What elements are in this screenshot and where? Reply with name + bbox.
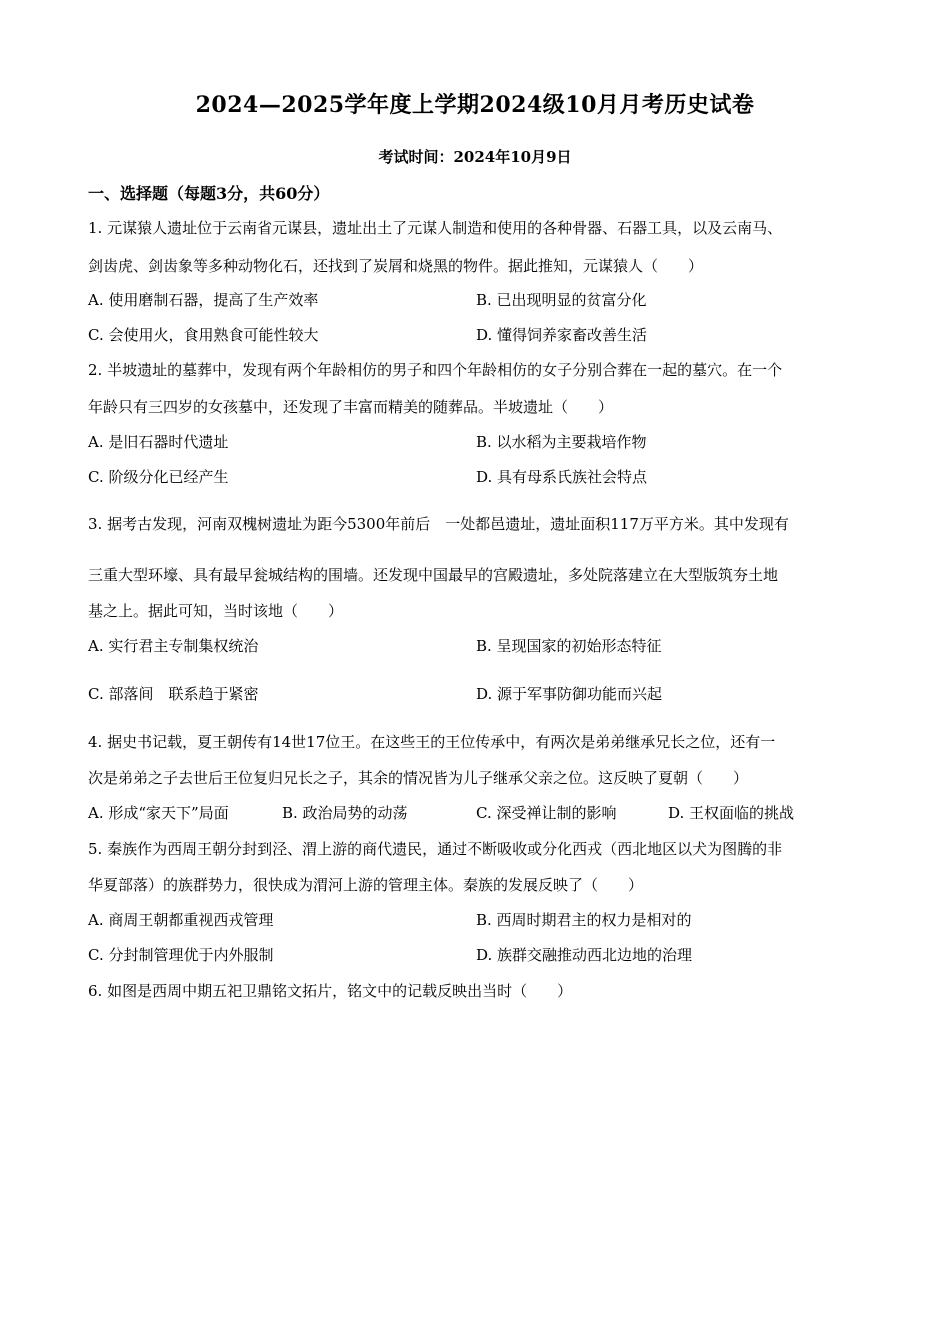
- question-5-stem-line-2: 华夏部落）的族群势力，很快成为渭河上游的管理主体。秦族的发展反映了（ ）: [88, 876, 644, 894]
- section-heading: 一、选择题（每题3分，共60分）: [88, 184, 330, 203]
- question-2-stem-line-1: 2. 半坡遗址的墓葬中，发现有两个年龄相仿的男子和四个年龄相仿的女子分别合葬在一起的墓穴。在一个: [88, 361, 783, 379]
- question-4-option-b: B. 政治局势的动荡: [282, 804, 408, 822]
- question-1-option-b: B. 已出现明显的贫富分化: [476, 291, 647, 309]
- question-2-option-b: B. 以水稻为主要栽培作物: [476, 433, 647, 451]
- question-3-option-d: D. 源于军事防御功能而兴起: [476, 685, 663, 703]
- question-2-option-c: C. 阶级分化已经产生: [88, 468, 229, 486]
- question-3-stem-line-3: 基之上。据此可知，当时该地（ ）: [88, 602, 344, 620]
- question-2-option-a: A. 是旧石器时代遗址: [88, 433, 229, 451]
- question-1-option-a: A. 使用磨制石器，提高了生产效率: [88, 291, 319, 309]
- question-3-option-b: B. 呈现国家的初始形态特征: [476, 637, 662, 655]
- question-5-option-d: D. 族群交融推动西北边地的治理: [476, 946, 693, 964]
- exam-title: 2024—2025学年度上学期2024级10月月考历史试卷: [195, 92, 755, 118]
- question-1-stem-line-1: 1. 元谋猿人遗址位于云南省元谋县，遗址出土了元谋人制造和使用的各种骨器、石器工具，以及云南马、: [88, 219, 783, 237]
- question-2-stem-line-2: 年龄只有三四岁的女孩墓中，还发现了丰富而精美的随葬品。半坡遗址（ ）: [88, 398, 614, 416]
- question-3-option-a: A. 实行君主专制集权统治: [88, 637, 259, 655]
- question-3-stem-line-1: 3. 据考古发现，河南双槐树遗址为距今5300年前后 一处都邑遗址，遗址面积117万平方米。其中发现有: [88, 515, 789, 533]
- question-4-option-a: A. 形成“家天下”局面: [88, 804, 229, 822]
- question-5-stem-line-1: 5. 秦族作为西周王朝分封到泾、渭上游的商代遗民，通过不断吸收或分化西戎（西北地区以犬为图腾的非: [88, 840, 783, 858]
- question-3-option-c: C. 部落间 联系趋于紧密: [88, 685, 259, 703]
- question-1-option-c: C. 会使用火，食用熟食可能性较大: [88, 326, 319, 344]
- question-4-option-d: D. 王权面临的挑战: [668, 804, 795, 822]
- question-4-option-c: C. 深受禅让制的影响: [476, 804, 617, 822]
- question-5-option-c: C. 分封制管理优于内外服制: [88, 946, 274, 964]
- exam-time: 考试时间：2024年10月9日: [378, 148, 572, 166]
- question-5-option-a: A. 商周王朝都重视西戎管理: [88, 911, 274, 929]
- question-3-stem-line-2: 三重大型环壕、具有最早瓮城结构的围墙。还发现中国最早的宫殿遗址，多处院落建立在大型版筑夯土地: [88, 566, 779, 584]
- question-1-option-d: D. 懂得饲养家畜改善生活: [476, 326, 648, 344]
- question-2-option-d: D. 具有母系氏族社会特点: [476, 468, 648, 486]
- question-5-option-b: B. 西周时期君主的权力是相对的: [476, 911, 692, 929]
- question-1-stem-line-2: 剑齿虎、剑齿象等多种动物化石，还找到了炭屑和烧黑的物件。据此推知，元谋猿人（ ）: [88, 257, 704, 275]
- question-6-stem-line-1: 6. 如图是西周中期五祀卫鼎铭文拓片，铭文中的记载反映出当时（ ）: [88, 982, 573, 1000]
- question-4-stem-line-1: 4. 据史书记载，夏王朝传有14世17位王。在这些王的王位传承中，有两次是弟弟继承兄长之位，还有一: [88, 733, 776, 751]
- question-4-stem-line-2: 次是弟弟之子去世后王位复归兄长之子，其余的情况皆为儿子继承父亲之位。这反映了夏朝（ ）: [88, 769, 749, 787]
